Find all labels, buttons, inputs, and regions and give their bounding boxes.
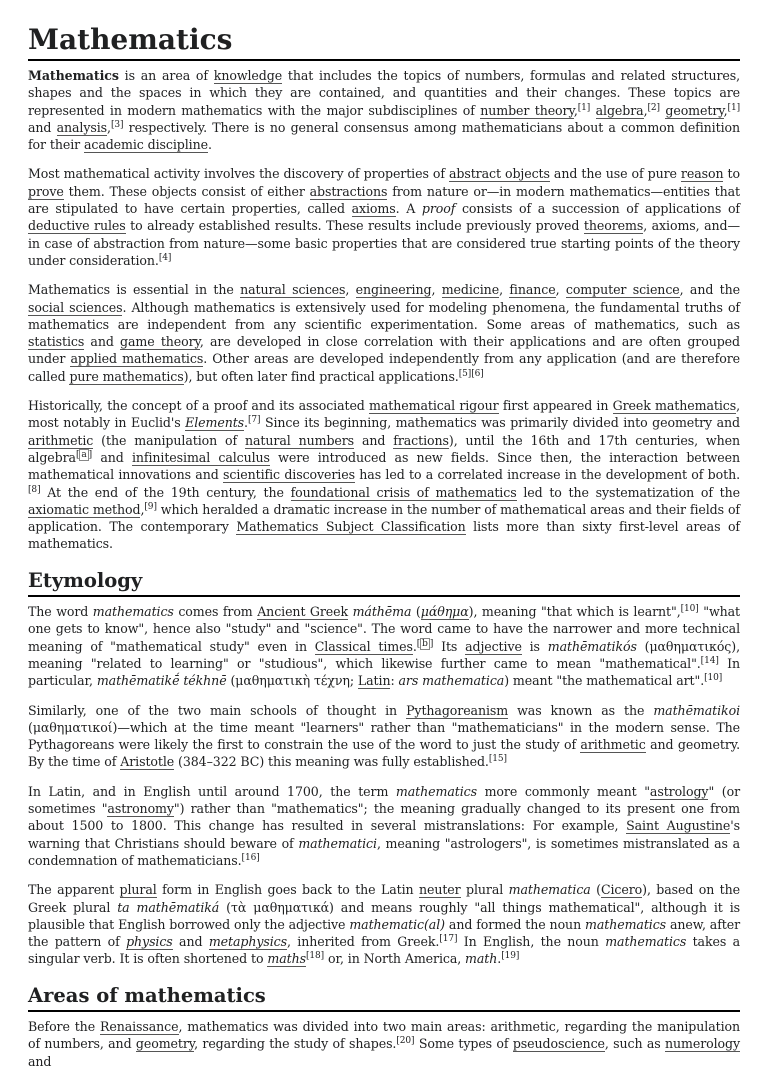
- citation[interactable]: [16]: [241, 852, 260, 863]
- link-aristotle[interactable]: Aristotle: [120, 754, 175, 770]
- link-latin[interactable]: Latin: [357, 673, 391, 689]
- link-greek-mathematics[interactable]: Greek mathematics: [612, 398, 737, 414]
- etymology-paragraph-4: The apparent plural form in English goes back to the Latin neuter plural mathematica (Cicero), based on the Greek plural ta mathēmatiká (τὰ μαθηματικά) and means roughly "all things mathematical", although it is plausible that English borrowed only the adjective mathematic(al) and formed the noun mathematics anew, after the pattern of physics and metaphysics, inherited from Greek.[17] In English, the noun mathematics takes a singular verb. It is often shortened to maths[18] or, in North America, math.[19]: [28, 882, 740, 967]
- link-mathematical-rigour[interactable]: mathematical rigour: [369, 398, 499, 414]
- etymology-paragraph-2: Similarly, one of the two main schools of thought in Pythagoreanism was known as the mathēmatikoi (μαθηματικοί)—which at the time meant "learners" rather than "mathematicians" in the modern sense. The Pythagoreans were likely the first to constrain the use of the word to just the study of arithmetic and geometry. By the time of Aristotle (384–322 BC) this meaning was fully established.[15]: [28, 702, 740, 770]
- link-analysis[interactable]: analysis: [56, 119, 108, 135]
- link-astrology[interactable]: astrology: [649, 783, 709, 799]
- etymology-paragraph-3: In Latin, and in English until around 1700, the term mathematics more commonly meant "astrology" (or sometimes "astronomy") rather than "mathematics"; the meaning gradually changed to its present one from about 1500 to 1800. This change has resulted in several mistranslations: For example, Saint Augustine's warning that Christians should beware of mathematici, meaning "astrologers", is sometimes mistranslated as a condemnation of mathematicians.[16]: [28, 783, 740, 868]
- link-engineering[interactable]: engineering: [355, 282, 432, 298]
- link-medicine[interactable]: medicine: [441, 282, 500, 298]
- citation[interactable]: [1]: [577, 102, 591, 113]
- link-msc[interactable]: Mathematics Subject Classification: [236, 519, 466, 535]
- link-deductive-rules[interactable]: deductive rules: [28, 218, 126, 234]
- citation[interactable]: [14]: [700, 655, 719, 666]
- link-algebra[interactable]: algebra: [595, 102, 644, 118]
- link-number-theory[interactable]: number theory: [480, 102, 574, 118]
- citation[interactable]: [2]: [647, 102, 660, 113]
- link-natural-sciences[interactable]: natural sciences: [240, 282, 346, 298]
- link-pythagoreanism[interactable]: Pythagoreanism: [406, 702, 509, 718]
- link-knowledge[interactable]: knowledge: [213, 68, 283, 83]
- link-theorems[interactable]: theorems: [583, 218, 644, 234]
- intro-paragraph-3: Mathematics is essential in the natural sciences, engineering, medicine, finance, computer science, and the social sciences. Although mathematics is extensively used for modeling phenomena, the fundamental truths of mathematics are independent from any scientific experimentation. Some areas of mathematics, such as statistics and game theory, are developed in close correlation with their applications and are often grouped under applied mathematics. Other areas are developed independently from any application (and are therefore called pure mathematics), but often later find practical applications.[5][6]: [28, 282, 740, 384]
- footnote[interactable]: [ a ]: [75, 449, 93, 460]
- link-game-theory[interactable]: game theory: [120, 334, 200, 350]
- link-fractions[interactable]: fractions: [393, 432, 449, 448]
- link-greek-word[interactable]: μάθημα: [420, 604, 469, 620]
- citation[interactable]: [3]: [110, 119, 124, 130]
- link-natural-numbers[interactable]: natural numbers: [245, 432, 355, 448]
- link-maths[interactable]: maths: [267, 951, 306, 967]
- link-abstractions[interactable]: abstractions: [309, 183, 388, 199]
- citation[interactable]: [5]: [458, 368, 472, 379]
- link-pure-mathematics[interactable]: pure mathematics: [69, 368, 184, 384]
- citation[interactable]: [10]: [704, 673, 723, 684]
- link-arithmetic-2[interactable]: arithmetic: [580, 737, 646, 753]
- intro-paragraph-1: Mathematics is an area of knowledge that includes the topics of numbers, formulas and related structures, shapes and the spaces in which they are contained, and quantities and their changes. These topics are represented in modern mathematics with the major subdisciplines of number theory,[1] algebra,[2] geometry,[1] and analysis,[3] respectively. There is no general consensus among mathematicians about a common definition for their academic discipline.: [28, 68, 741, 153]
- link-prove[interactable]: prove: [28, 183, 64, 199]
- citation[interactable]: [9]: [144, 501, 157, 512]
- citation[interactable]: [20]: [396, 1036, 415, 1047]
- link-arithmetic[interactable]: arithmetic: [28, 432, 94, 448]
- link-axioms[interactable]: axioms: [351, 201, 396, 217]
- citation[interactable]: [15]: [488, 754, 507, 765]
- citation[interactable]: [6]: [471, 368, 484, 379]
- link-numerology[interactable]: numerology: [665, 1036, 741, 1052]
- citation[interactable]: [1]: [727, 102, 740, 113]
- link-pseudoscience[interactable]: pseudoscience: [512, 1036, 605, 1052]
- citation[interactable]: [19]: [501, 951, 520, 962]
- link-ancient-greek[interactable]: Ancient Greek: [257, 604, 349, 620]
- citation[interactable]: [7]: [247, 415, 261, 426]
- footnote[interactable]: [ b ]: [416, 638, 434, 649]
- link-infinitesimal-calculus[interactable]: infinitesimal calculus: [131, 449, 270, 465]
- link-classical-times[interactable]: Classical times: [314, 638, 413, 654]
- link-academic-discipline[interactable]: academic discipline: [83, 137, 208, 153]
- intro-paragraph-4: Historically, the concept of a proof and its associated mathematical rigour first appeared in Greek mathematics, most notably in Euclid's Elements.[7] Since its beginning, mathematics was primarily divided into geometry and arithmetic (the manipulation of natural numbers and fractions), until the 16th and 17th centuries, when algebra[ a ] and infinitesimal calculus were introduced as new fields. Since then, the interaction between mathematical innovations and scientific discoveries has led to a correlated increase in the development of both.[8] At the end of the 19th century, the foundational crisis of mathematics led to the systematization of the axiomatic method,[9] which heralded a dramatic increase in the number of mathematical areas and their fields of application. The contemporary Mathematics Subject Classification lists more than sixty first-level areas of mathematics.: [28, 398, 741, 552]
- areas-paragraph-1: Before the Renaissance, mathematics was divided into two main areas: arithmetic, regarding the manipulation of numbers, and geometry, regarding the study of shapes.[20] Some types of pseudoscience, such as numerology and: [28, 1019, 741, 1069]
- link-applied-mathematics[interactable]: applied mathematics: [70, 351, 204, 367]
- link-statistics[interactable]: statistics: [28, 334, 85, 350]
- link-finance[interactable]: finance: [509, 282, 556, 298]
- etymology-paragraph-1: The word mathematics comes from Ancient Greek máthēma (μάθημα), meaning "that which is learnt",[10] "what one gets to know", hence also "study" and "science". The word came to have the narrower and more technical meaning of "mathematical study" even in Classical times.[ b ] Its adjective is mathēmatikós (μαθηματικός), meaning "related to learning" or "studious", which likewise further came to mean "mathematical".[14] In particular, mathēmatikḗ tékhnē (μαθηματικὴ τέχνη; Latin: ars mathematica) meant "the mathematical art".[10]: [28, 603, 740, 689]
- link-neuter[interactable]: neuter: [418, 882, 461, 898]
- citation[interactable]: [17]: [439, 933, 458, 944]
- intro-paragraph-2: Most mathematical activity involves the discovery of properties of abstract objects and the use of pure reason to prove them. These objects consist of either abstractions from nature or—in modern mathematics—entities that are stipulated to have certain properties, called axioms. A proof consists of a succession of applications of deductive rules to already established results. These results include previously proved theorems, axioms, and—in case of abstraction from nature—some basic properties that are considered true starting points of the theory under consideration.[4]: [28, 166, 741, 268]
- link-saint-augustine[interactable]: Saint Augustine: [626, 818, 731, 834]
- link-social-sciences[interactable]: social sciences: [28, 299, 123, 315]
- link-geometry-2[interactable]: geometry: [135, 1036, 195, 1052]
- citation[interactable]: [4]: [158, 252, 172, 263]
- link-axiomatic-method[interactable]: axiomatic method: [28, 501, 141, 517]
- link-plural[interactable]: plural: [119, 882, 157, 898]
- section-heading-areas: Areas of mathematics: [28, 984, 740, 1012]
- link-reason[interactable]: reason: [680, 166, 724, 182]
- link-renaissance[interactable]: Renaissance: [99, 1019, 179, 1035]
- link-abstract-objects[interactable]: abstract objects: [448, 166, 550, 182]
- citation[interactable]: [8]: [28, 484, 41, 495]
- bold-term: Mathematics: [28, 68, 119, 83]
- link-cicero[interactable]: Cicero: [600, 882, 643, 898]
- link-physics[interactable]: physics: [126, 934, 173, 950]
- link-elements[interactable]: Elements: [185, 415, 245, 431]
- link-computer-science[interactable]: computer science: [565, 282, 680, 298]
- section-heading-etymology: Etymology: [28, 569, 740, 597]
- link-foundational-crisis[interactable]: foundational crisis of mathematics: [290, 484, 517, 500]
- link-metaphysics[interactable]: metaphysics: [208, 934, 287, 950]
- citation[interactable]: [10]: [680, 603, 699, 614]
- link-scientific-discoveries[interactable]: scientific discoveries: [223, 467, 355, 483]
- page-title: Mathematics: [28, 22, 740, 61]
- link-geometry[interactable]: geometry: [665, 102, 724, 118]
- link-adjective[interactable]: adjective: [465, 638, 522, 654]
- link-astronomy[interactable]: astronomy: [107, 801, 174, 817]
- citation[interactable]: [18]: [305, 951, 325, 962]
- term-math: math: [465, 951, 498, 967]
